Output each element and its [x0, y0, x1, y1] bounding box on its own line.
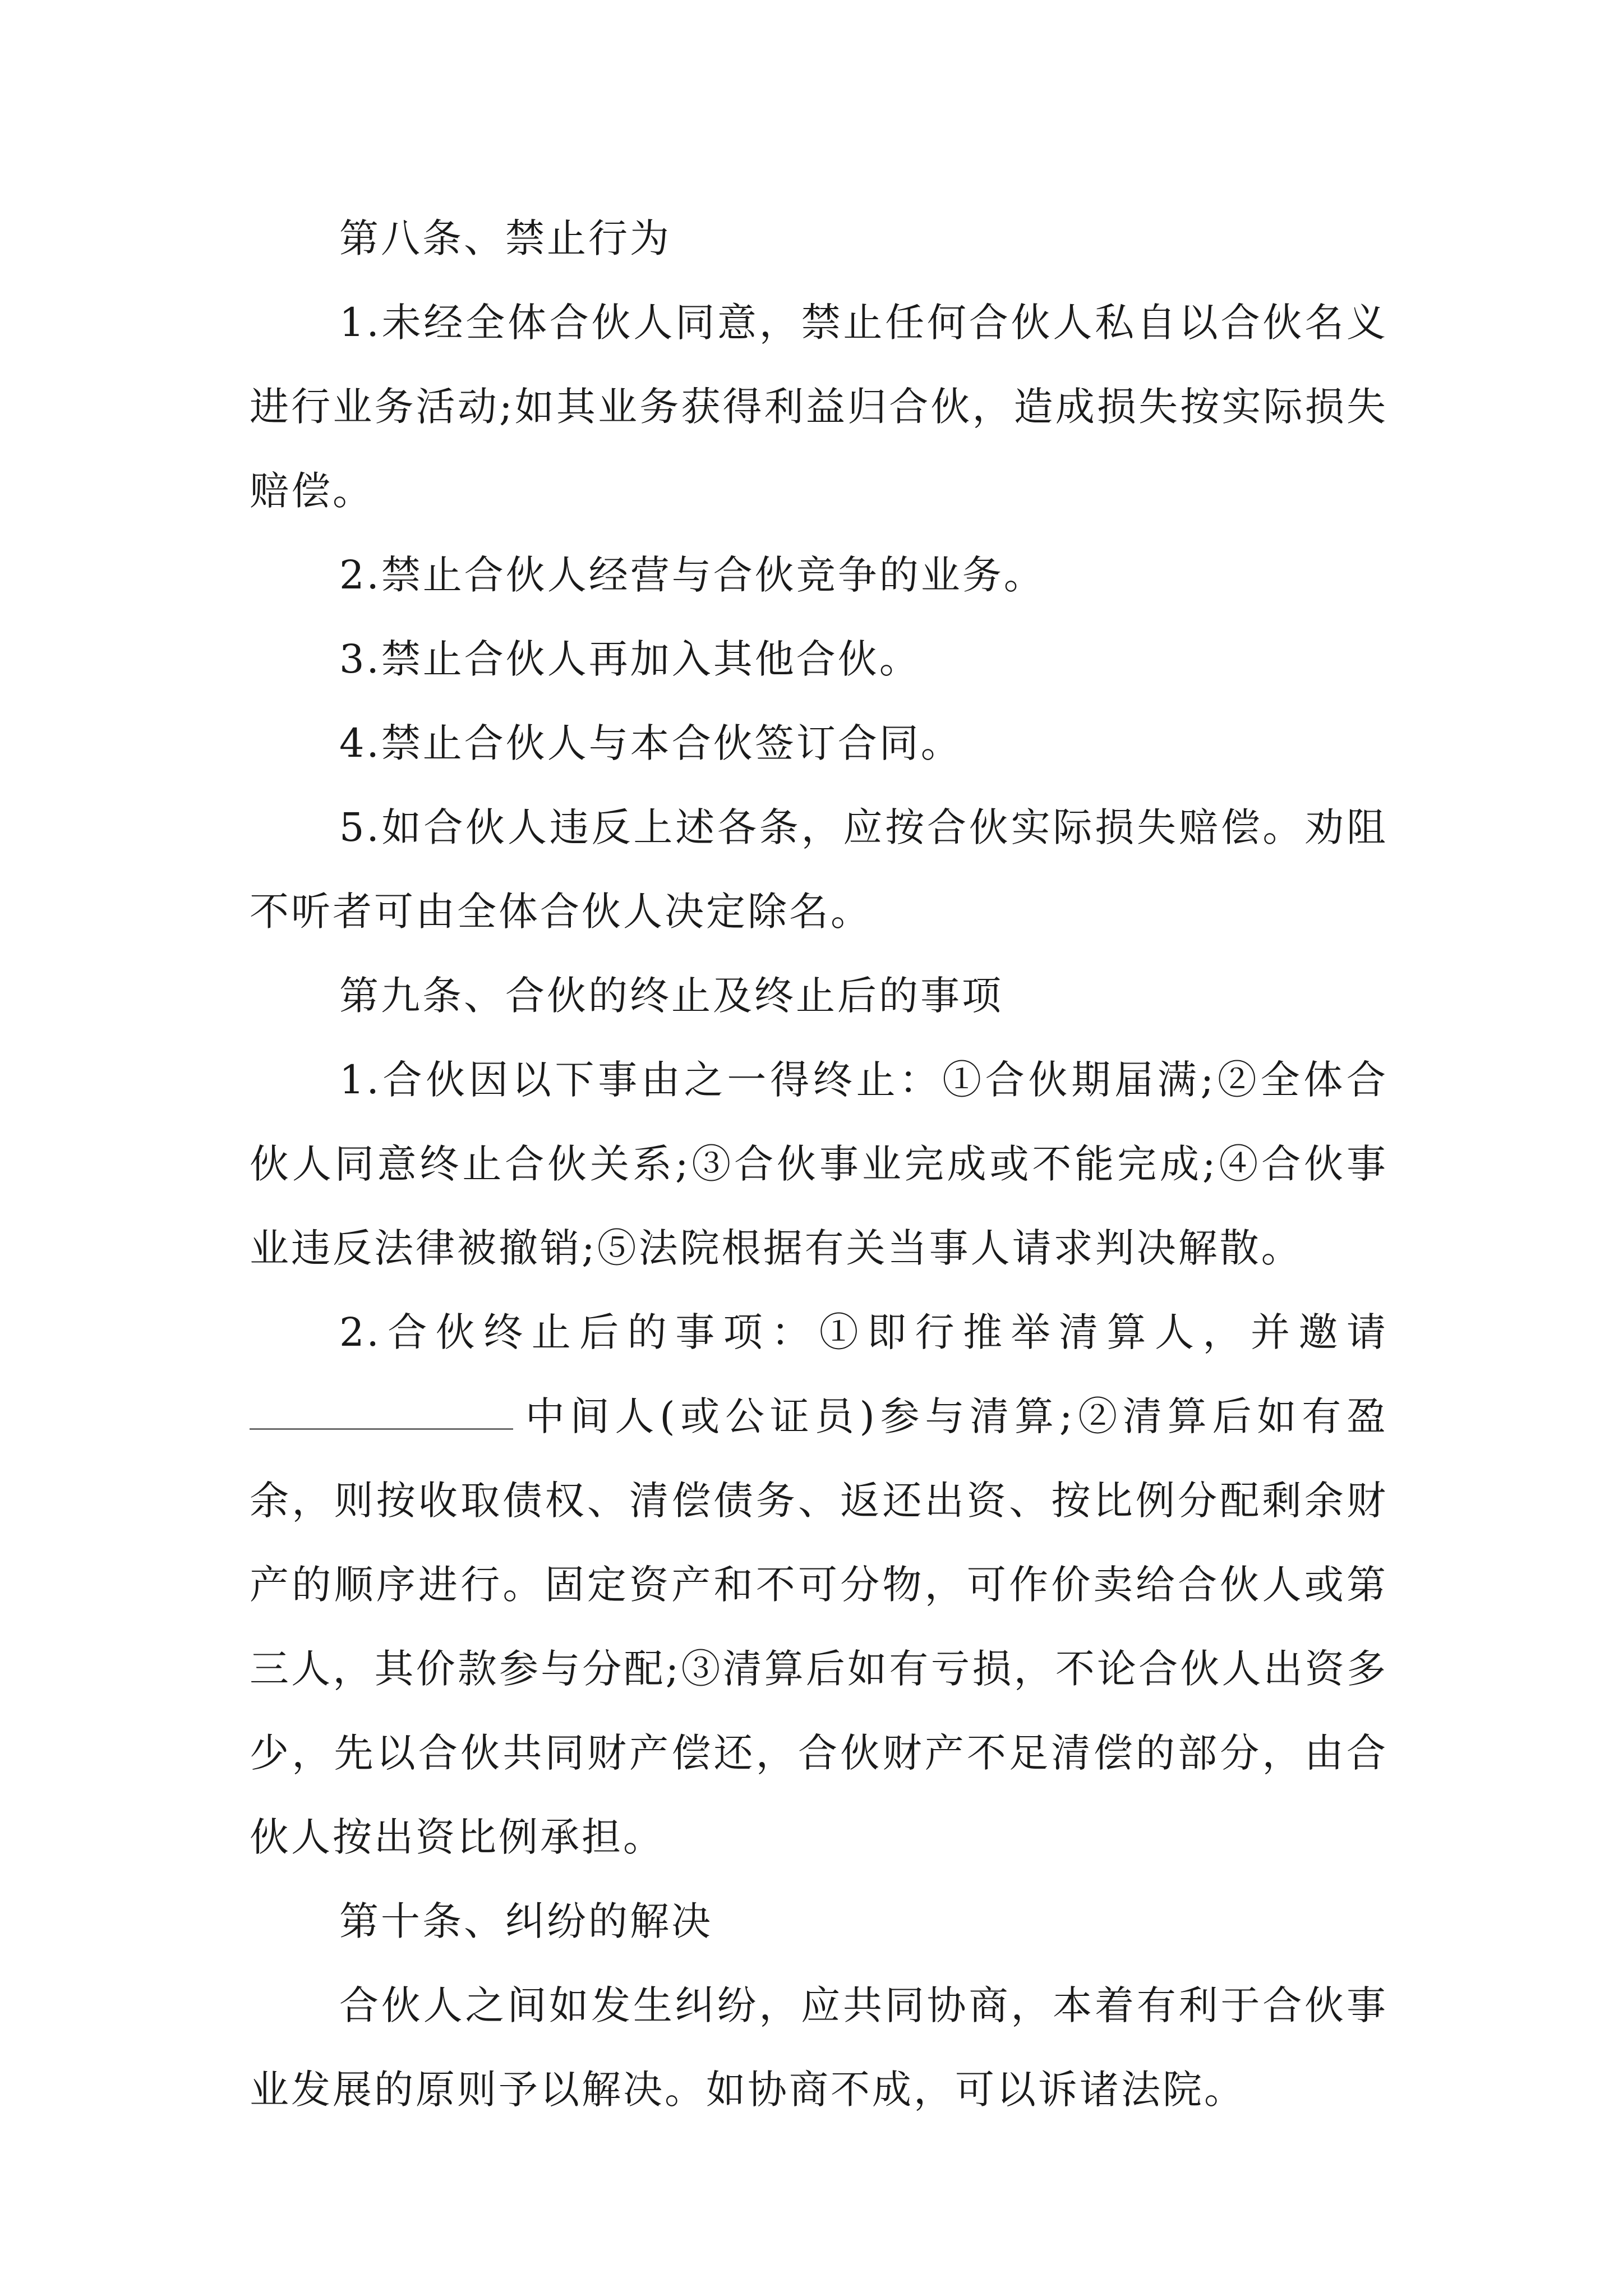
- article-9-clause-1: 1.合伙因以下事由之一得终止：①合伙期届满;②全体合伙人同意终止合伙关系;③合伙事业完成或不能完成;④合伙事业违反法律被撤销;⑤法院根据有关当事人请求判决解散。: [250, 1057, 1388, 1271]
- article-10-body: 合伙人之间如发生纠纷，应共同协商，本着有利于合伙事业发展的原则予以解决。如协商不成，可以诉诸法院。: [250, 1982, 1388, 2113]
- article-8-clause-3: 3.禁止合伙人再加入其他合伙。: [339, 636, 921, 682]
- fill-in-blank-line[interactable]: [250, 1427, 513, 1430]
- document-body: [250, 196, 1388, 2132]
- article-8-clause-1: 1.未经全体合伙人同意，禁止任何合伙人私自以合伙名义进行业务活动;如其业务获得利益归合伙，造成损失按实际损失赔偿。: [250, 300, 1388, 514]
- article-8-clause-4: 4.禁止合伙人与本合伙签订合同。: [339, 720, 962, 766]
- article-8-heading: 第八条、禁止行为: [339, 215, 671, 261]
- article-8-clause-5: 5.如合伙人违反上述各条，应按合伙实际损失赔偿。劝阻不听者可由全体合伙人决定除名。: [250, 804, 1388, 935]
- article-10-heading: 第十条、纠纷的解决: [339, 1898, 713, 1944]
- article-8-clause-2: 2.禁止合伙人经营与合伙竞争的业务。: [339, 552, 1045, 598]
- article-9-clause-2-text-b: 中间人(或公证员)参与清算;②清算后如有盈余，则按收取债权、清偿债务、返还出资、按比例分配剩余财产的顺序进行。固定资产和不可分物，可作价卖给合伙人或第三人，其价款参与分配;③清算后如有亏损，不论合伙人出资多少，先以合伙共同财产偿还，合伙财产不足清偿的部分，由合伙人按出资比例承担。: [250, 1393, 1388, 1860]
- article-9-clause-2-text-a: 2.合伙终止后的事项：①即行推举清算人，并邀请: [339, 1309, 1388, 1355]
- article-9-clause-2: [250, 1290, 1388, 1879]
- article-9-heading: 第九条、合伙的终止及终止后的事项: [339, 973, 1003, 1019]
